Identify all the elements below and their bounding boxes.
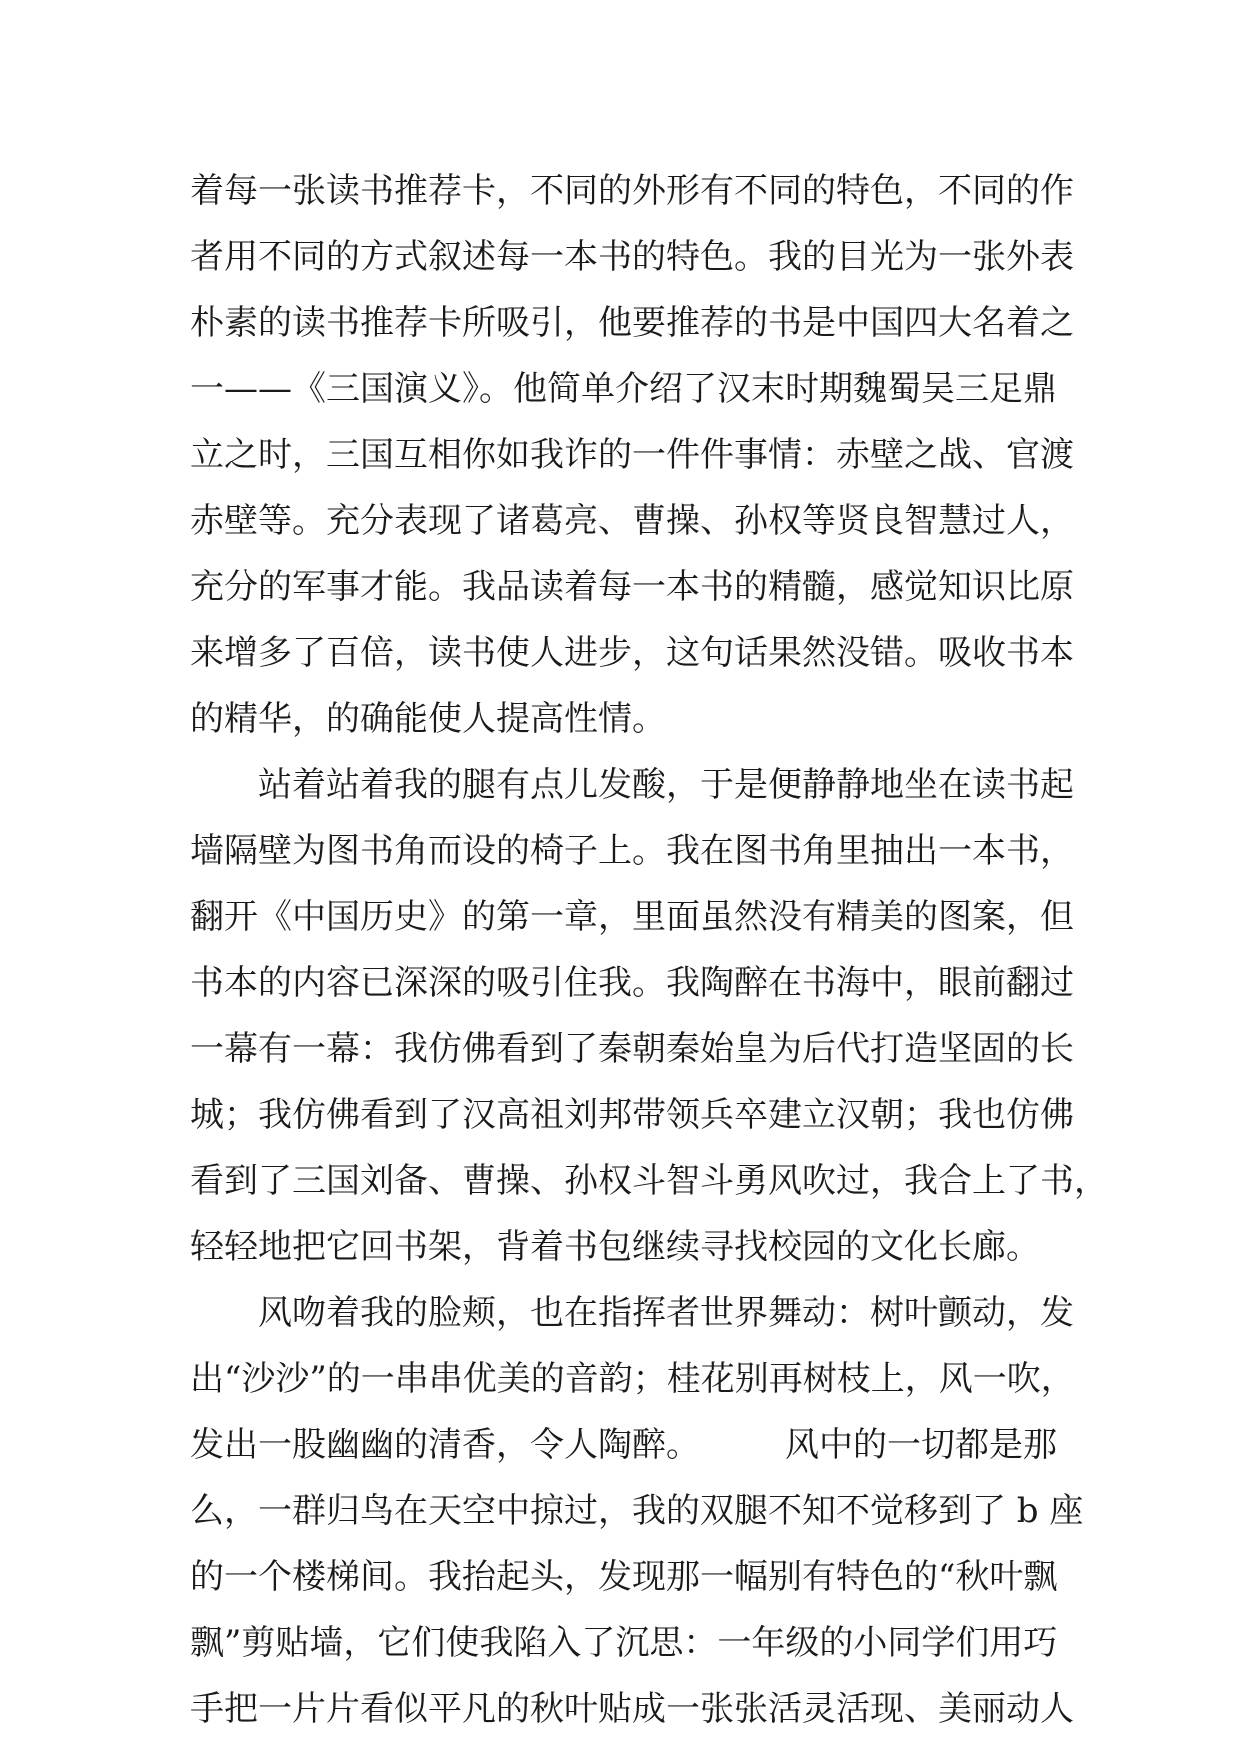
body-text <box>190 158 1108 1742</box>
text-line: 书本的内容已深深的吸引住我。我陶醉在书海中，眼前翻过 <box>190 963 1074 1003</box>
text-line: 飘”剪贴墙，它们使我陷入了沉思：一年级的小同学们用巧 <box>190 1623 1058 1663</box>
text-line: 者用不同的方式叙述每一本书的特色。我的目光为一张外表 <box>190 237 1074 277</box>
text-line: 发出一股幽幽的清香，令人陶醉。 风中的一切都是那 <box>190 1425 1057 1465</box>
text-line: 站着站着我的腿有点儿发酸，于是便静静地坐在读书起 <box>190 765 1074 805</box>
text-line: 看到了三国刘备、曹操、孙权斗智斗勇风吹过，我合上了书， <box>190 1161 1108 1201</box>
text-line: 墙隔壁为图书角而设的椅子上。我在图书角里抽出一本书， <box>190 831 1074 871</box>
text-line: 出“沙沙”的一串串优美的音韵；桂花别再树枝上，风一吹， <box>190 1359 1075 1399</box>
text-line: 风吻着我的脸颊，也在指挥者世界舞动：树叶颤动，发 <box>190 1293 1074 1333</box>
text-line: 的精华，的确能使人提高性情。 <box>190 699 666 739</box>
text-line: 来增多了百倍，读书使人进步，这句话果然没错。吸收书本 <box>190 633 1074 673</box>
text-line: 么，一群归鸟在天空中掠过，我的双腿不知不觉移到了 b 座 <box>190 1491 1084 1531</box>
text-line: 朴素的读书推荐卡所吸引，他要推荐的书是中国四大名着之 <box>190 303 1074 343</box>
text-line: 充分的军事才能。我品读着每一本书的精髓，感觉知识比原 <box>190 567 1074 607</box>
text-line: 城；我仿佛看到了汉高祖刘邦带领兵卒建立汉朝；我也仿佛 <box>190 1095 1074 1135</box>
text-line: 轻轻地把它回书架，背着书包继续寻找校园的文化长廊。 <box>190 1227 1040 1267</box>
text-line: 一——《三国演义》。他简单介绍了汉末时期魏蜀吴三足鼎 <box>190 369 1057 409</box>
text-line: 手把一片片看似平凡的秋叶贴成一张张活灵活现、美丽动人 <box>190 1689 1074 1729</box>
text-line: 翻开《中国历史》的第一章，里面虽然没有精美的图案，但 <box>190 897 1074 937</box>
text-line: 立之时，三国互相你如我诈的一件件事情：赤壁之战、官渡 <box>190 435 1074 475</box>
text-line: 赤壁等。充分表现了诸葛亮、曹操、孙权等贤良智慧过人， <box>190 501 1074 541</box>
text-line: 一幕有一幕：我仿佛看到了秦朝秦始皇为后代打造坚固的长 <box>190 1029 1074 1069</box>
text-line: 的一个楼梯间。我抬起头，发现那一幅别有特色的“秋叶飘 <box>190 1557 1058 1597</box>
text-line: 着每一张读书推荐卡，不同的外形有不同的特色，不同的作 <box>190 171 1074 211</box>
